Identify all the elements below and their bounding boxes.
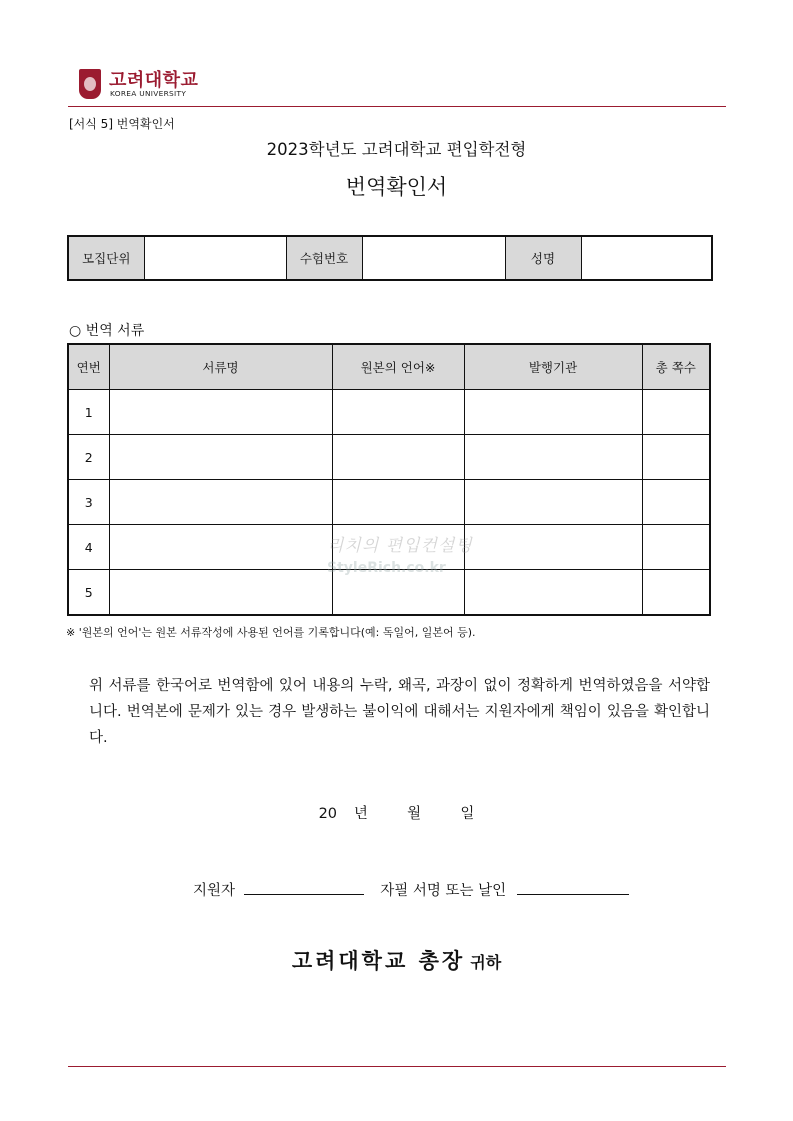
month-label: 월 [407,806,422,822]
row-number: 3 [68,480,109,525]
year-prefix[interactable]: 20 [318,806,338,822]
header-doc-name: 서류명 [109,344,332,390]
table-row [68,480,710,525]
pages-cell[interactable] [642,435,710,480]
signature-line [193,879,629,900]
language-cell[interactable] [332,480,464,525]
issuer-cell[interactable] [464,480,642,525]
section-label: ○ 번역 서류 [69,323,145,339]
header-no: 연번 [68,344,109,390]
language-cell[interactable] [332,390,464,435]
pages-cell[interactable] [642,480,710,525]
applicant-signature-field[interactable] [244,880,364,895]
logo-korean-name: 고려대학교 [109,70,199,91]
pages-cell[interactable] [642,390,710,435]
addressee-suffix: 귀하 [470,953,502,972]
seal-label: 자필 서명 또는 날인 [380,883,507,899]
watermark-line2: StyleRich.co.kr [327,560,446,576]
doc-name-cell[interactable] [109,435,332,480]
issuer-cell[interactable] [464,390,642,435]
exam-number-field[interactable] [362,236,505,280]
language-note: ※ '원본의 언어'는 원본 서류작성에 사용된 언어를 기록합니다(예: 독일어, 일본어 등). [66,626,476,639]
issuer-cell[interactable] [464,570,642,616]
seal-field[interactable] [517,880,629,895]
doc-name-cell[interactable] [109,570,332,616]
row-number: 4 [68,525,109,570]
page-title: 번역확인서 [345,175,448,199]
day-label: 일 [460,806,475,822]
row-number: 1 [68,390,109,435]
table-row [68,435,710,480]
addressee-main: 고려대학교 총장 [291,949,466,973]
header-issuer: 발행기관 [464,344,642,390]
issuer-cell[interactable] [464,435,642,480]
applicant-info-table [67,235,713,281]
table-row [68,390,710,435]
watermark-line1: 리치의 편입컨설팅 [327,536,473,556]
issuer-cell[interactable] [464,525,642,570]
addressee [0,945,793,975]
name-field[interactable] [581,236,712,280]
year-label: 년 [353,806,368,822]
header-language: 원본의 언어※ [332,344,464,390]
unit-field[interactable] [144,236,286,280]
table-header-row [68,344,710,390]
row-number: 2 [68,435,109,480]
exam-number-label: 수험번호 [286,236,362,280]
page-subtitle: 2023학년도 고려대학교 편입학전형 [266,140,527,159]
university-crest-icon [79,69,101,99]
table-row [68,570,710,616]
doc-name-cell[interactable] [109,480,332,525]
watermark [327,531,473,576]
pledge-paragraph: 위 서류를 한국어로 번역함에 있어 내용의 누락, 왜곡, 과장이 없이 정확하게 번역하였음을 서약합니다. 번역본에 문제가 있는 경우 발생하는 불이익에 대해서는 지원자에게 책임이 있음을 확인합니다. [89,678,710,746]
header-divider [68,106,726,107]
pages-cell[interactable] [642,525,710,570]
pages-cell[interactable] [642,570,710,616]
language-cell[interactable] [332,570,464,616]
doc-name-cell[interactable] [109,525,332,570]
applicant-label: 지원자 [193,883,236,899]
language-cell[interactable] [332,435,464,480]
logo-english-name: KOREA UNIVERSITY [110,89,187,98]
name-label: 성명 [505,236,581,280]
date-line [0,802,793,823]
unit-label: 모집단위 [68,236,144,280]
doc-name-cell[interactable] [109,390,332,435]
footer-divider [68,1066,726,1067]
row-number: 5 [68,570,109,616]
form-number-label: [서식 5] 번역확인서 [69,117,175,131]
header-pages: 총 쪽수 [642,344,710,390]
